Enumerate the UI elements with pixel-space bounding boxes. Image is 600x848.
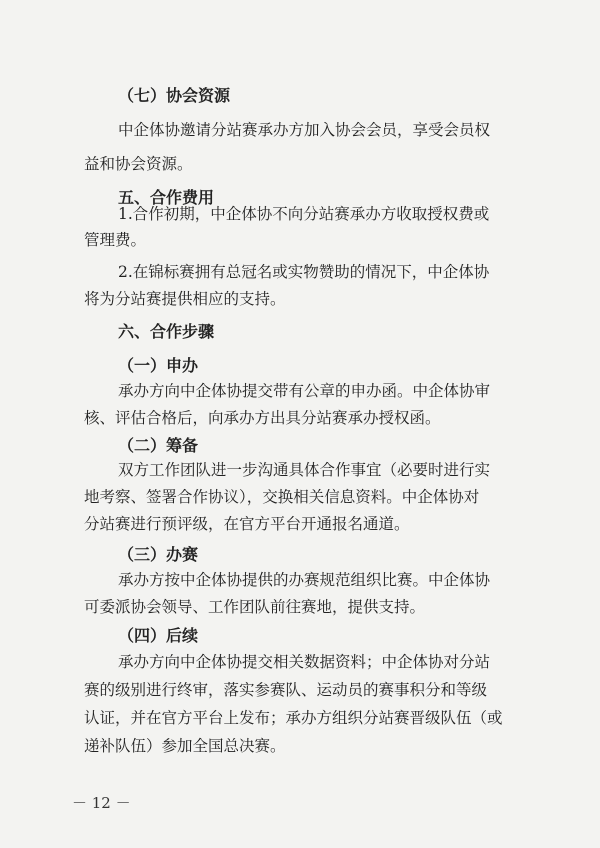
- page-number: － 12 －: [72, 794, 131, 812]
- paragraph-line: 双方工作团队进一步沟通具体合作事宜（必要时进行实: [118, 461, 491, 479]
- subsection-host-heading: （三）办赛: [118, 545, 199, 564]
- subsection-apply-heading: （一）申办: [118, 356, 199, 375]
- section-6-heading: 六、合作步骤: [118, 322, 215, 341]
- paragraph-line: 承办方按中企体协提供的办赛规范组织比赛。中企体协: [118, 571, 491, 589]
- paragraph-line: 1.合作初期，中企体协不向分站赛承办方收取授权费或: [118, 205, 490, 223]
- paragraph-line: 承办方向中企体协提交相关数据资料；中企体协对分站: [118, 653, 491, 671]
- paragraph-line: 益和协会资源。: [84, 155, 193, 173]
- paragraph-line: 认证，并在官方平台上发布；承办方组织分站赛晋级队伍（或: [84, 709, 503, 727]
- paragraph-line: 分站赛进行预评级，在官方平台开通报名通道。: [84, 515, 410, 533]
- subsection-followup-heading: （四）后续: [118, 626, 199, 645]
- section-5-heading: 五、合作费用: [118, 188, 215, 207]
- paragraph-line: 可委派协会领导、工作团队前往赛地，提供支持。: [84, 598, 426, 616]
- paragraph-line: 将为分站赛提供相应的支持。: [84, 290, 286, 308]
- paragraph-line: 地考察、签署合作协议），交换相关信息资料。中企体协对: [84, 488, 480, 506]
- paragraph-line: 管理费。: [84, 231, 147, 249]
- paragraph-line: 赛的级别进行终审，落实参赛队、运动员的赛事积分和等级: [84, 681, 488, 699]
- section-7-heading: （七）协会资源: [118, 86, 231, 105]
- paragraph-line: 中企体协邀请分站赛承办方加入协会会员，享受会员权: [118, 121, 491, 139]
- subsection-prepare-heading: （二）筹备: [118, 436, 199, 455]
- paragraph-line: 核、评估合格后，向承办方出具分站赛承办授权函。: [84, 409, 441, 427]
- paragraph-line: 递补队伍）参加全国总决赛。: [84, 737, 286, 755]
- paragraph-line: 2.在锦标赛拥有总冠名或实物赞助的情况下，中企体协: [118, 263, 490, 281]
- paragraph-line: 承办方向中企体协提交带有公章的申办函。中企体协审: [118, 382, 491, 400]
